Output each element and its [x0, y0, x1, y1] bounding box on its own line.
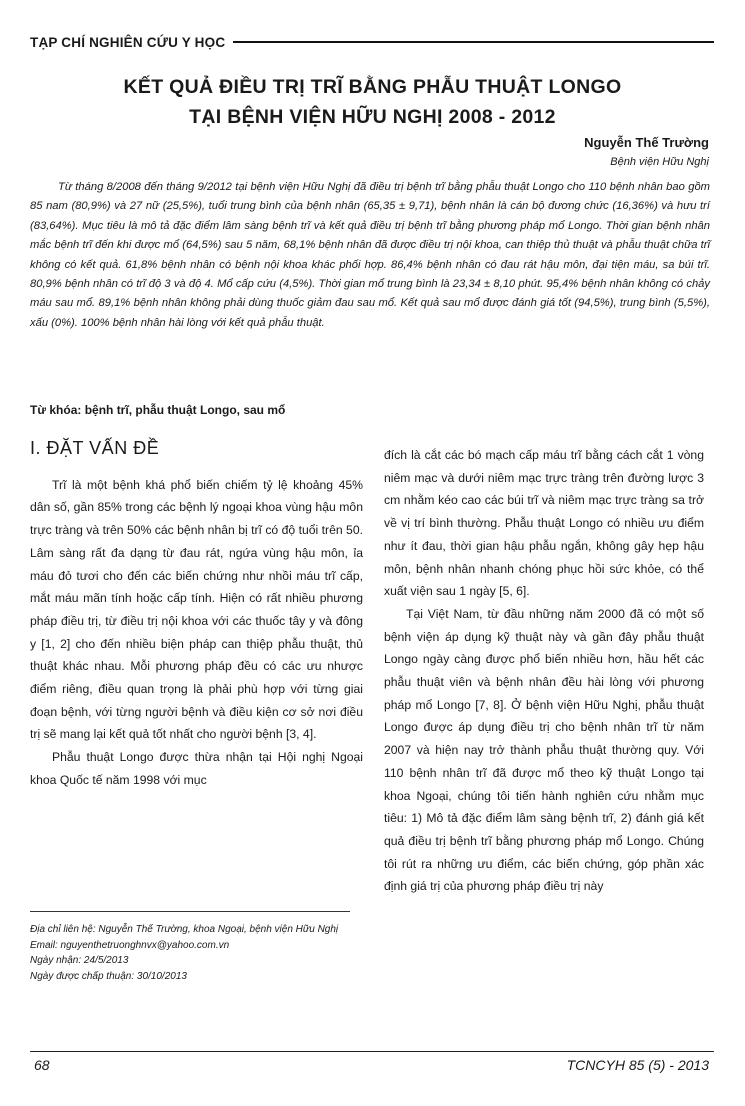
abstract: Từ tháng 8/2008 đến tháng 9/2012 tại bệnh viện Hữu Nghị đã điều trị bệnh trĩ bằng phẫu thuật Longo cho 110 bệnh nhân bao gồm 85 nam (80,9%) và 27 nữ (25,5%), tuổi trung bình của bệnh nhân (65,35 ± 9,71), bệnh nhân là cán bộ đương chức (16,36%) và hưu trí (83,64%). Mục tiêu là mô tả đặc điểm lâm sàng bệnh trĩ và kết quả điều trị bệnh trĩ bằng phương pháp mổ Longo. Thời gian bệnh nhân mắc bệnh trĩ đến khi được mổ (64,5%) sau 5 năm, 68,1% bệnh nhân đã được điều trị nội khoa, can thiệp thủ thuật và phẫu thuật chữa trĩ không có kết quả. 61,8% bệnh nhân có bệnh nội khoa khác phối hợp. 86,4% bệnh nhân có đau rát hậu môn, đại tiện máu, sa búi trĩ. 80,9% bệnh nhân có trĩ độ 3 và độ 4. Mổ cấp cứu (4,5%). Thời gian mổ trung bình là 23,34 ± 8,10 phút. 95,4% bệnh nhân không có chảy máu sau mổ. 89,1% bệnh nhân không phải dùng thuốc giảm đau sau mổ. Kết quả sau mổ được đánh giá tốt (94,5%), trung bình (5,5%), xấu (0%). 100% bệnh nhân hài lòng với kết quả phẫu thuật. — [30, 181, 710, 329]
footnote-rule — [30, 911, 350, 912]
paragraph: Tại Việt Nam, từ đầu những năm 2000 đã có một số bệnh viện áp dụng kỹ thuật này và gần đây phẫu thuật Longo ngày càng được phổ biến nhiều hơn, hầu hết các phẫu thuật viên và bệnh nhân đều hài lòng với phương pháp mổ Longo [7, 8]. Ở bệnh viện Hữu Nghị, phẫu thuật Longo được áp dụng điều trị cho bệnh nhân trĩ từ năm 2007 và hiện nay trở thành phẫu thuật thường quy. Với 110 bệnh nhân trĩ đã được mổ theo kỹ thuật Longo tại khoa Ngoại, chúng tôi tiến hành nghiên cứu nhằm mục tiêu: 1) Mô tả đặc điểm lâm sàng bệnh trĩ, 2) đánh giá kết quả điều trị bệnh trĩ bằng phương pháp mổ Longo. Chúng tôi rút ra những ưu điểm, các biến chứng, góp phần xác định giá trị của phương pháp điều trị này — [384, 606, 704, 894]
title-line-1: KẾT QUẢ ĐIỀU TRỊ TRĨ BẰNG PHẪU THUẬT LONGO — [123, 76, 622, 98]
journal-issue: TCNCYH 85 (5) - 2013 — [566, 1057, 709, 1073]
header-rule — [233, 41, 714, 43]
footnote-contact: Địa chỉ liên hệ: Nguyễn Thế Trường, khoa Ngoại, bệnh viện Hữu Nghị — [30, 924, 339, 935]
right-column — [384, 444, 704, 898]
footnote-received: Ngày nhận: 24/5/2013 — [30, 955, 129, 966]
keywords: Từ khóa: bệnh trĩ, phẫu thuật Longo, sau mổ — [30, 403, 286, 417]
paragraph: đích là cắt các bó mạch cấp máu trĩ bằng cách cắt 1 vòng niêm mạc và dưới niêm mạc trực tràng trên đường lược 3 cm nhằm kéo cao các búi trĩ và niêm mạc trực tràng sa trở về vị trí bình thường. Phẫu thuật Longo có nhiều ưu điểm như ít đau, thời gian hậu phẫu ngắn, không gây hẹp hậu môn, bệnh nhân nhanh chóng phục hồi sức khỏe, có thể xuất viện sau 1 ngày [5, 6]. — [384, 448, 704, 599]
section-heading: I. ĐẶT VẤN ĐỀ — [30, 438, 160, 458]
author-name: Nguyễn Thế Trường — [584, 135, 709, 150]
title-line-2: TẠI BỆNH VIỆN HỮU NGHỊ 2008 - 2012 — [189, 106, 556, 128]
footnotes — [30, 922, 360, 984]
article-title — [40, 72, 705, 132]
paragraph: Phẫu thuật Longo được thừa nhận tại Hội nghị Ngoại khoa Quốc tế năm 1998 với mục — [30, 750, 363, 787]
author-affiliation: Bệnh viện Hữu Nghị — [610, 156, 709, 168]
footnote-email: Email: nguyenthetruonghnvx@yahoo.com.vn — [30, 939, 230, 951]
footer-rule — [30, 1051, 714, 1052]
journal-name: TẠP CHÍ NGHIÊN CỨU Y HỌC — [30, 34, 226, 50]
footnote-accepted: Ngày được chấp thuận: 30/10/2013 — [30, 970, 187, 982]
running-header — [30, 32, 714, 52]
page-number: 68 — [34, 1057, 50, 1073]
paragraph: Trĩ là một bệnh khá phổ biến chiếm tỷ lệ khoảng 45% dân số, gần 85% trong các bệnh lý ngoại khoa vùng hậu môn trực tràng và trên 50% các bệnh nhân bị trĩ có độ tuổi trên 50. Lâm sàng rất đa dạng từ đau rát, ngứa vùng hậu môn, ỉa máu đỏ tươi cho đến các biến chứng như nhồi máu trĩ cấp, mắt máu mãn tính hoặc cấp tính. Hiện có rất nhiều phương pháp điều trị, từ điều trị nội khoa với các thuốc tây y và đông y [1, 2] cho đến nhiều biện pháp can thiệp phẫu thuật, thủ thuật khác nhau. Mỗi phương pháp đều có các ưu nhược điểm riêng, điều quan trọng là phải phù hợp với từng giai đoạn bệnh, với từng người bệnh và điều kiện cơ sở nơi điều trị sẽ mang lại kết quả tốt nhất cho người bệnh [3, 4]. — [30, 477, 363, 742]
left-column — [30, 437, 363, 792]
